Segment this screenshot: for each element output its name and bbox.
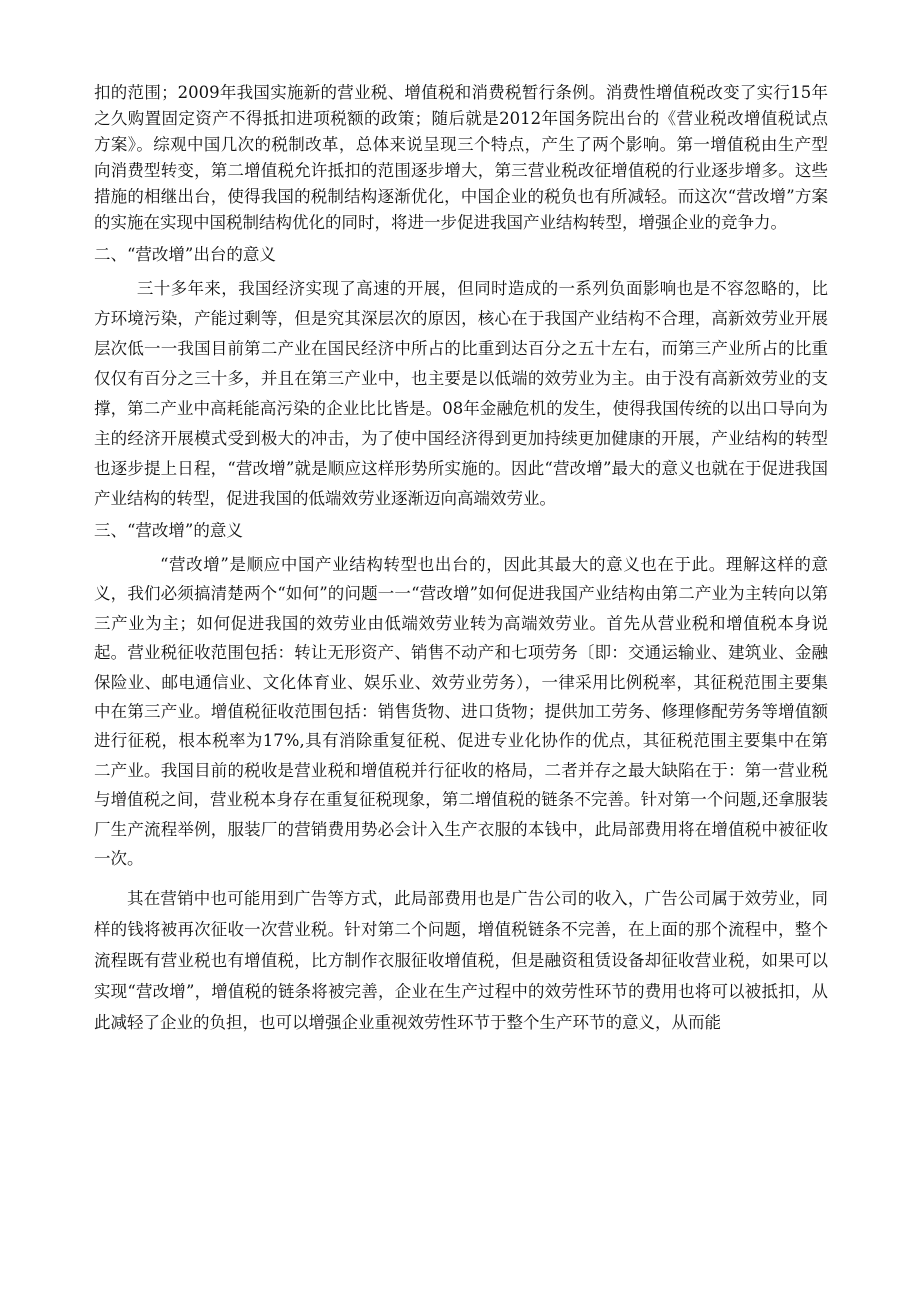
paragraph-advertising-example: 其在营销中也可能用到广告等方式，此局部费用也是广告公司的收入，广告公司属于效劳业，同样的钱将被再次征收一次营业税。针对第二个问题，增值税链条不完善，在上面的那个流程中，整个流程既有营业税也有增值税，比方制作衣服征收增值税，但是融资租赁设备却征收营业税，如果可以实现“营改增”，增值税的链条将被完善，企业在生产过程中的效劳性环节的费用也将可以被抵扣，从此减轻了企业的负担，也可以增强企业重视效劳性环节于整个生产环节的意义，从而能 <box>94 889 828 1033</box>
paragraph-business-tax-vs-vat: “营改增”是顺应中国产业结构转型也出台的，因此其最大的意义也在于此。理解这样的意义，我们必须搞清楚两个“如何”的问题一一“营改增”如何促进我国产业结构由第二产业为主转向以第三产业为主；如何促进我国的效劳业由低端效劳业转为高端效劳业。首先从营业税和增值税本身说起。营业税征收范围包括：转让无形资产、销售不动产和七项劳务〔即：交通运输业、建筑业、金融保险业、邮电通信业、文化体育业、娱乐业、效劳业劳务），一律采用比例税率，其征税范围主要集中在第三产业。增值税征收范围包括：销售货物、进口货物；提供加工劳务、修理修配劳务等增值额进行征税，根本税率为17%,具有消除重复征税、促进专业化协作的优点，其征税范围主要集中在第二产业。我国目前的税收是营业税和增值税并行征收的格局，二者并存之最大缺陷在于：第一营业税与增值税之间，营业税本身存在重复征税现象，第二增值税的链条不完善。针对第一个问题,还拿服装厂生产流程举例，服装厂的营销费用势必会计入生产衣服的本钱中，此局部费用将在增值税中被征收一次。 <box>94 555 828 869</box>
section-heading-3: 三、“营改增”的意义 <box>94 521 243 540</box>
section-heading-2: 二、“营改增”出台的意义 <box>94 245 276 264</box>
paragraph-significance-intro: 三十多年来，我国经济实现了高速的开展，但同时造成的一系列负面影响也是不容忽略的，比方环境污染，产能过剩等，但是究其深层次的原因，核心在于我国产业结构不合理，高新效劳业开展层次低一一我国目前第二产业在国民经济中所占的比重到达百分之五十左右，而第三产业所占的比重仅仅有百分之三十多，并且在第三产业中，也主要是以低端的效劳业为主。由于没有高新效劳业的支撑，第二产业中高耗能高污染的企业比比皆是。08年金融危机的发生，使得我国传统的以出口导向为主的经济开展模式受到极大的冲击，为了使中国经济得到更加持续更加健康的开展，产业结构的转型也逐步提上日程，“营改增”就是顺应这样形势所实施的。因此“营改增”最大的意义也就在于促进我国产业结构的转型，促进我国的低端效劳业逐渐迈向高端效劳业。 <box>94 279 828 508</box>
paragraph-tax-reform-history: 扣的范围；2009年我国实施新的营业税、增值税和消费税暂行条例。消费性增值税改变了实行15年之久购置固定资产不得抵扣进项税额的政策；随后就是2012年国务院出台的《营业税改增值税试点方案》。综观中国几次的税制改革，总体来说呈现三个特点，产生了两个影响。第一增值税由生产型向消费型转变，第二增值税允许抵扣的范围逐步增大，第三营业税改征增值税的行业逐步增多。这些措施的相继出台，使得我国的税制结构逐渐优化，中国企业的税负也有所减轻。而这次“营改增”方案的实施在实现中国税制结构优化的同时，将进一步促进我国产业结构转型，增强企业的竞争力。 <box>94 83 828 232</box>
document-page <box>94 80 828 1038</box>
